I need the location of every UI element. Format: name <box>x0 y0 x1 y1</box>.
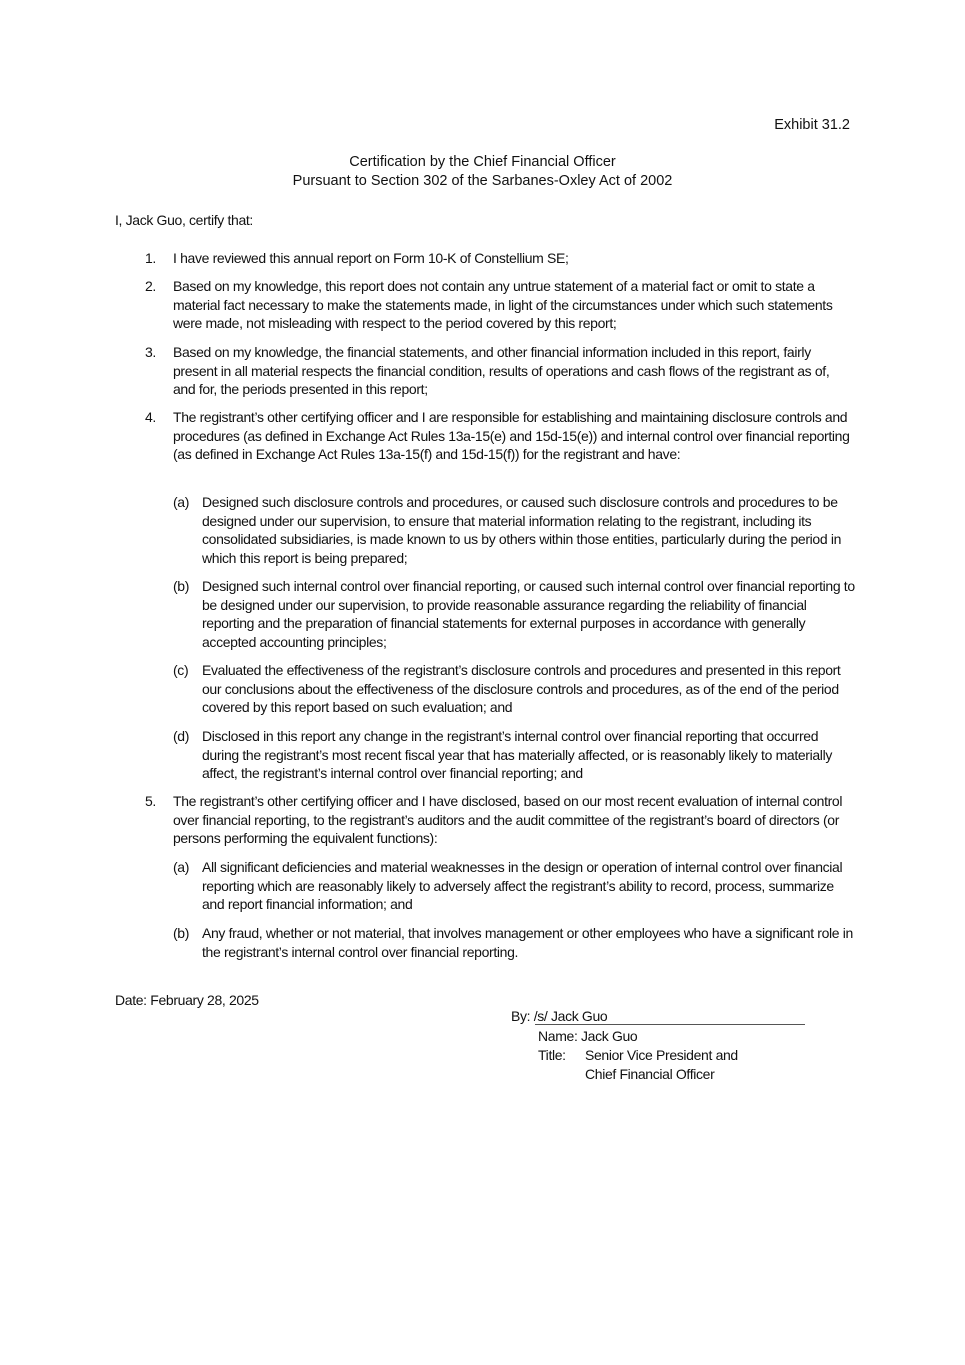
signer-title-label: Title: <box>538 1047 566 1063</box>
item-number: (d) <box>173 728 190 744</box>
item-number: 2. <box>145 278 156 294</box>
sub-item-4a <box>173 493 855 567</box>
item-text: Any fraud, whether or not material, that involves management or other employees who have a significant role in the registrant’s internal control over financial reporting. <box>202 925 853 960</box>
item-number: 5. <box>145 793 156 809</box>
sub-item-4d <box>173 727 855 783</box>
item-text: Disclosed in this report any change in the registrant’s internal control over financial reporting that occurred during the registrant’s most recent fiscal year that has materially affected, or is reasonably likely to materially affect, the registrant’s internal control over financial reporting; and <box>202 728 832 782</box>
item-number: (a) <box>173 859 190 875</box>
signer-title <box>585 1046 738 1083</box>
exhibit-number: Exhibit 31.2 <box>774 117 850 133</box>
item-text: The registrant’s other certifying officer and I are responsible for establishing and maintaining disclosure controls and procedures (as defined in Exchange Act Rules 13a-15(e) and 15d-15(e)) and internal control over financial reporting (as defined in Exchange Act Rules 13a-15(f) and 15d-15(f)) for the registrant and have: <box>173 409 850 463</box>
signer-title-line-2: Chief Financial Officer <box>585 1065 715 1082</box>
signature-date: Date: February 28, 2025 <box>115 992 259 1008</box>
item-number: (c) <box>173 662 189 678</box>
item-text: I have reviewed this annual report on Form 10-K of Constellium SE; <box>173 250 569 266</box>
item-text: Based on my knowledge, the financial statements, and other financial information included in this report, fairly present in all material respects the financial condition, results of operations and cash flows of the registrant as of, and for, the periods presented in this report; <box>173 344 830 398</box>
item-text: All significant deficiencies and material weaknesses in the design or operation of internal control over financial reporting which are reasonably likely to adversely affect the registrant’s ability to record, process, summarize and report financial information; and <box>202 859 843 913</box>
sub-item-5b <box>173 924 855 961</box>
sub-item-4b <box>173 577 855 651</box>
item-number: (a) <box>173 494 190 510</box>
signer-title-line-1: Senior Vice President and <box>585 1047 738 1063</box>
list-item-4 <box>145 408 855 464</box>
item-text: Evaluated the effectiveness of the registrant’s disclosure controls and procedures and presented in this report our conclusions about the effectiveness of the disclosure controls and procedures, as of the end of the period covered by this report based on such evaluation; and <box>202 662 841 716</box>
signer-name: Name: Jack Guo <box>538 1028 638 1044</box>
item-text: Based on my knowledge, this report does not contain any untrue statement of a material fact or omit to state a material fact necessary to make the statements made, in light of the circumstances under which such statements were made, not misleading with respect to the period covered by this report; <box>173 278 833 332</box>
list-item-5 <box>145 792 855 848</box>
item-text: Designed such internal control over financial reporting, or caused such internal control over financial reporting to be designed under our supervision, to provide reasonable assurance regarding the reliability of financial reporting and the preparation of financial statements for external purposes in accordance with generally accepted accounting principles; <box>202 578 855 650</box>
sub-item-4c <box>173 661 855 717</box>
list-item-3 <box>145 343 855 399</box>
list-item-2 <box>145 277 855 333</box>
item-text: Designed such disclosure controls and procedures, or caused such disclosure controls and procedures to be designed under our supervision, to ensure that material information relating to the registrant, including its consolidated subsidiaries, is made known to us by others within those entities, particularly during the period in which this report is being prepared; <box>202 494 842 566</box>
sub-item-5a <box>173 858 855 914</box>
title-line-2: Pursuant to Section 302 of the Sarbanes-Oxley Act of 2002 <box>292 172 673 189</box>
signature-by: By: /s/ Jack Guo <box>511 1008 608 1024</box>
item-number: 4. <box>145 409 156 425</box>
item-number: 1. <box>145 250 156 266</box>
item-number: (b) <box>173 578 190 594</box>
intro-statement: I, Jack Guo, certify that: <box>115 212 253 228</box>
item-text: The registrant’s other certifying officer and I have disclosed, based on our most recent evaluation of internal control over financial reporting, to the registrant’s auditors and the audit committee of the registrant’s board of directors (or persons performing the equivalent functions): <box>173 793 843 847</box>
item-number: 3. <box>145 344 156 360</box>
title-line-1: Certification by the Chief Financial Officer <box>349 154 616 170</box>
list-item-1 <box>145 249 855 268</box>
item-number: (b) <box>173 925 190 941</box>
signature-line <box>535 1024 805 1025</box>
document-title <box>0 153 965 190</box>
